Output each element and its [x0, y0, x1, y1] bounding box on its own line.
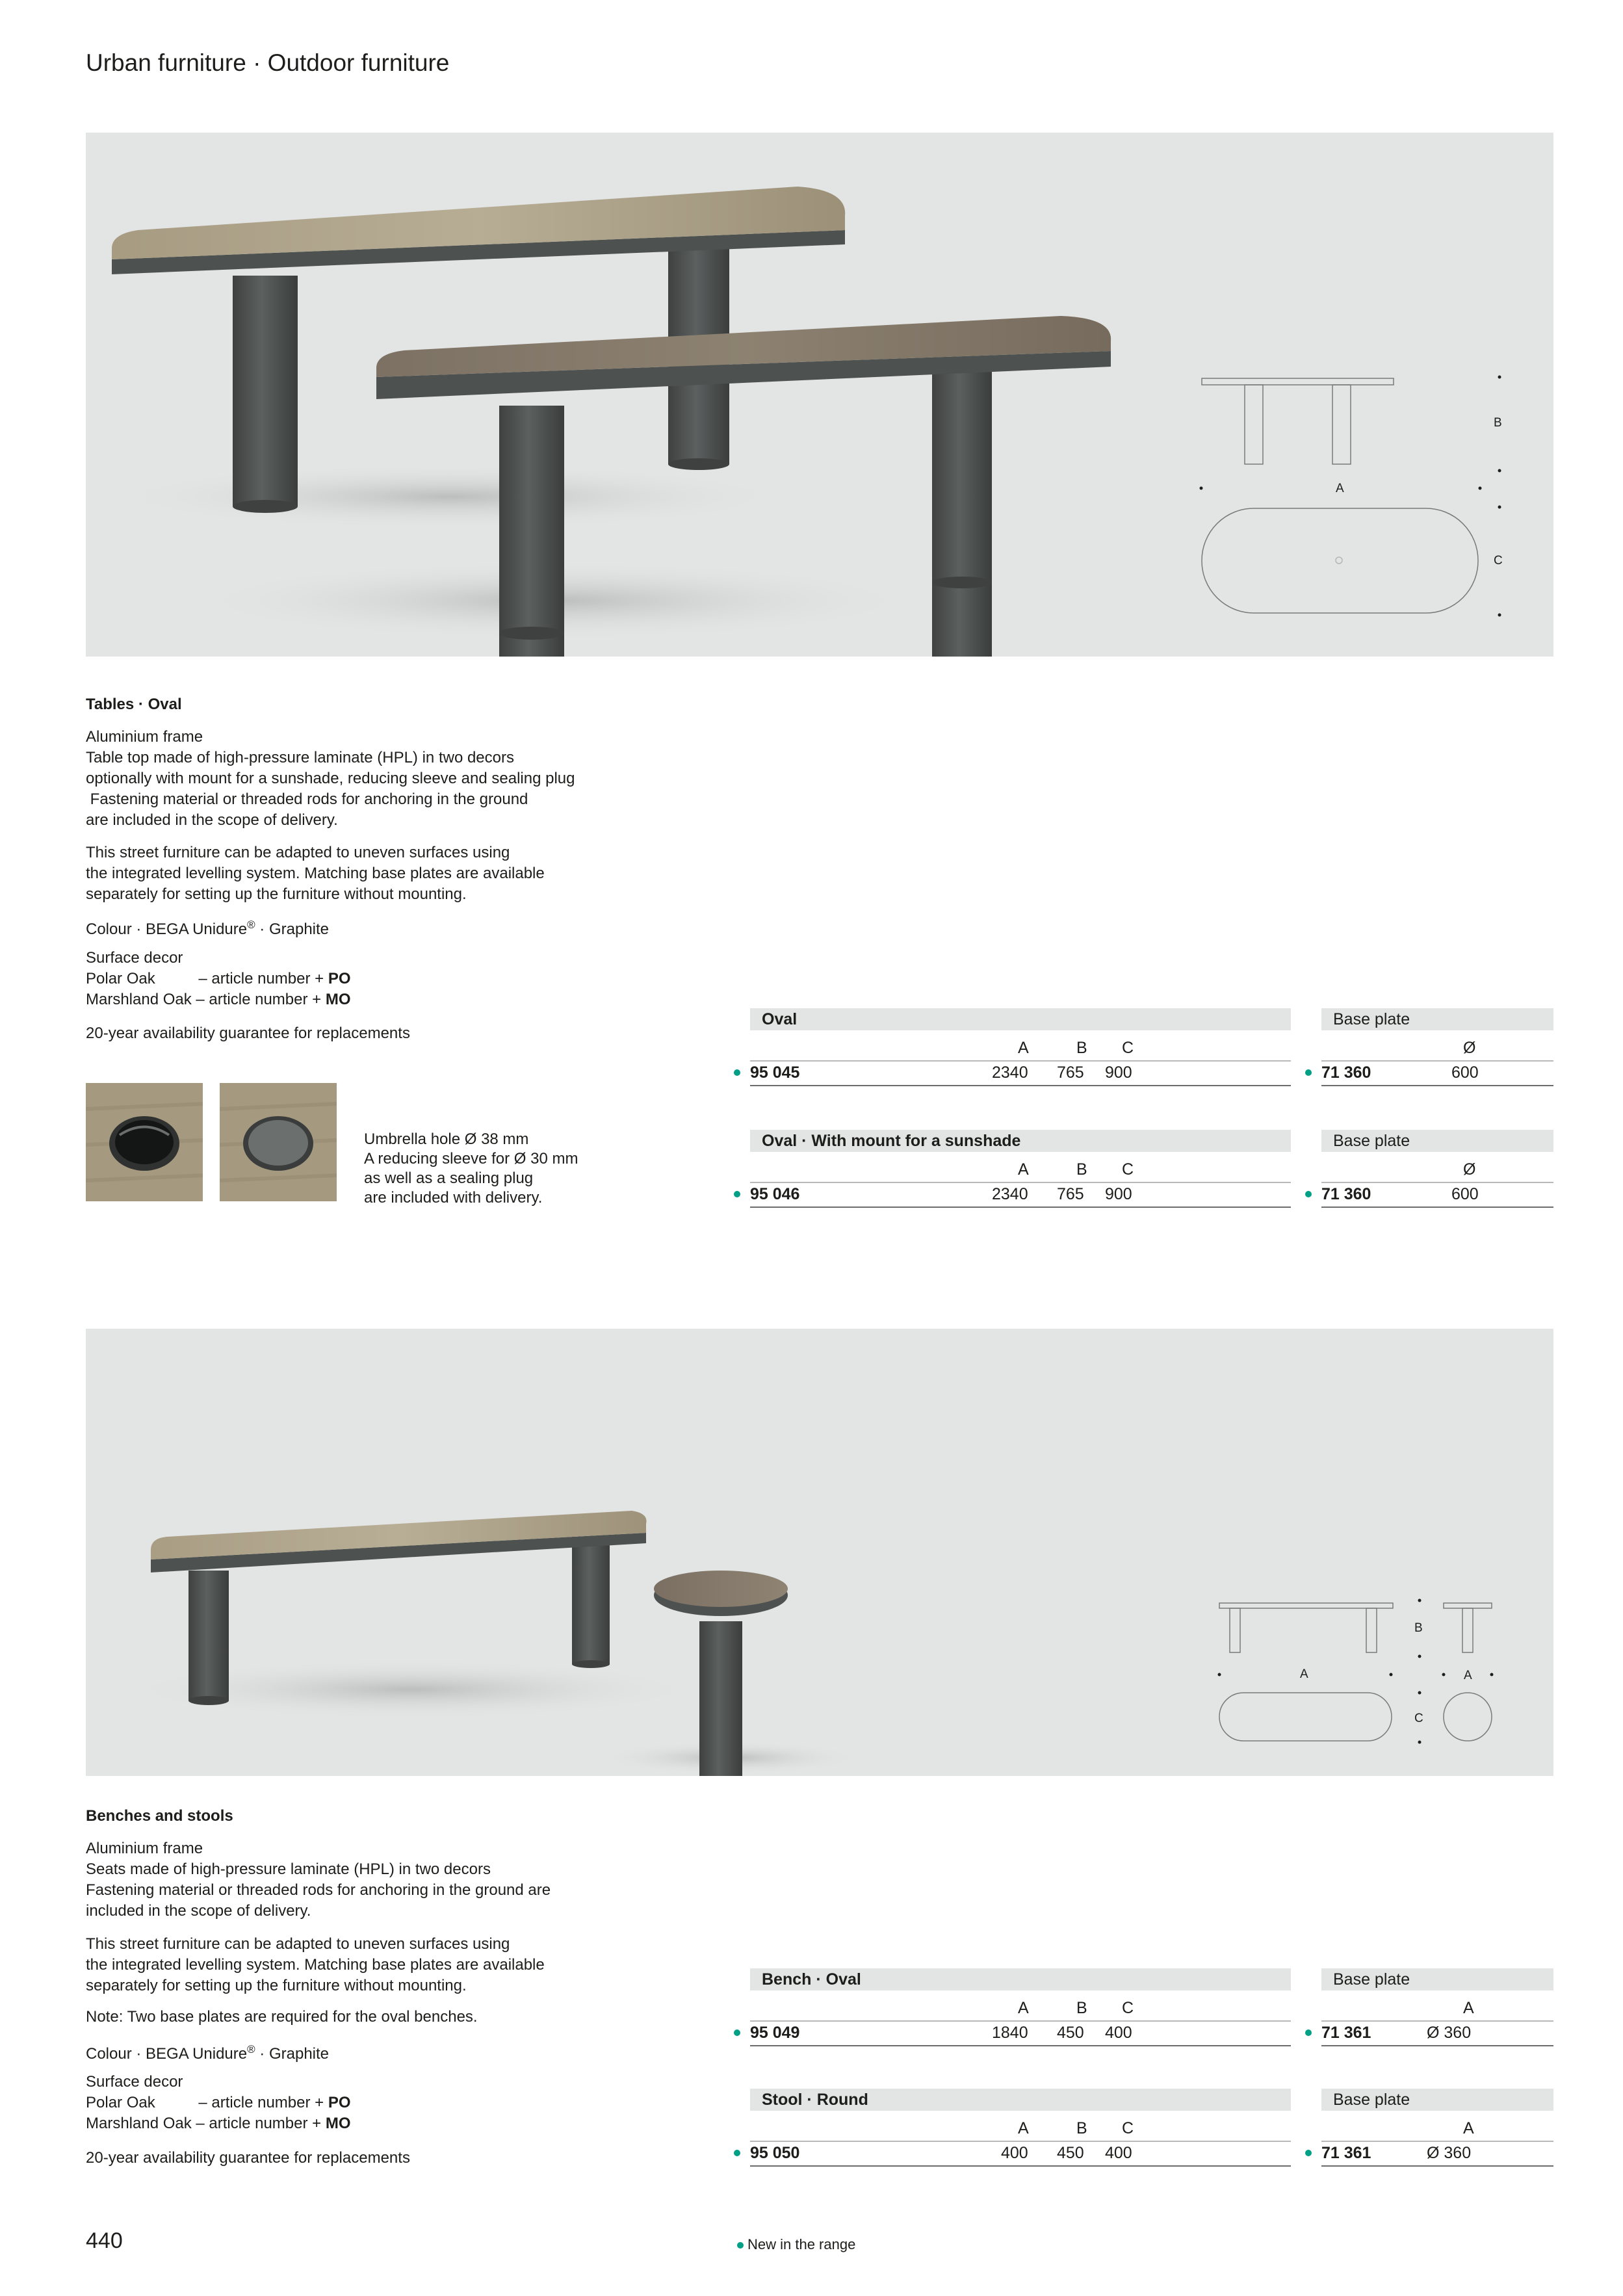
colour-value: · Graphite [255, 920, 330, 938]
text-line: included in the scope of delivery. [86, 1902, 311, 1920]
value-a: 400 [1001, 2144, 1028, 2162]
value-a: 2340 [992, 1185, 1028, 1203]
tables-guarantee: 20-year availability guarantee for replacements [86, 1024, 410, 1042]
registered-mark: ® [247, 2043, 255, 2055]
base-plate-title: Base plate [1321, 1008, 1553, 1030]
col-header-a: A [1018, 1160, 1029, 1179]
new-in-range-dot [734, 1191, 740, 1197]
benches-description [86, 1838, 551, 1922]
dimension-label-c: C [1414, 1712, 1423, 1725]
value-b: 765 [1057, 1063, 1084, 1082]
tables-product-photo [86, 133, 1553, 657]
col-header-c: C [1122, 1160, 1134, 1179]
legend-new-in-range: New in the range [747, 2236, 856, 2252]
benches-section-title: Benches and stools [86, 1807, 233, 1825]
text-line: optionally with mount for a sunshade, reducing sleeve and sealing plug [86, 770, 575, 787]
base-plate-table-oval [1321, 1008, 1553, 1086]
decor-polar-oak: Polar Oak – article number + [86, 970, 328, 987]
col-header-diameter: Ø [1463, 1039, 1476, 1057]
text-line: A reducing sleeve for Ø 30 mm [364, 1150, 578, 1168]
base-plate-article: 71 361 [1321, 2024, 1371, 2042]
new-in-range-dot [1305, 2029, 1312, 2036]
new-in-range-dot [1305, 1069, 1312, 1076]
decor-code-po: PO [328, 2094, 351, 2111]
text-line: This street furniture can be adapted to uneven surfaces using [86, 1935, 510, 1953]
text-line: are included with delivery. [364, 1189, 543, 1207]
col-header-b: B [1076, 1160, 1087, 1179]
dimension-label-b: B [1414, 1621, 1423, 1635]
base-plate-value: Ø 360 [1427, 2024, 1472, 2042]
benches-levelling-text [86, 1934, 545, 1996]
tables-description [86, 727, 575, 831]
text-line: Table top made of high-pressure laminate (HPL) in two decors [86, 749, 514, 766]
base-plate-table-stool [1321, 2089, 1553, 2167]
new-in-range-dot [734, 2029, 740, 2036]
base-plate-value: 600 [1451, 1063, 1479, 1082]
value-c: 400 [1105, 2024, 1132, 2042]
base-plate-article: 71 361 [1321, 2144, 1371, 2162]
article-number: 95 049 [750, 2024, 800, 2042]
surface-decor-label: Surface decor [86, 2073, 183, 2091]
col-header-c: C [1122, 2119, 1134, 2137]
article-number: 95 050 [750, 2144, 800, 2162]
spec-table-title: Bench · Oval [750, 1968, 1291, 1990]
colour-label: Colour · BEGA Unidure [86, 2045, 248, 2063]
col-header-a: A [1463, 2119, 1474, 2137]
text-line: Fastening material or threaded rods for anchoring in the ground [86, 790, 528, 808]
benches-dimension-drawing [86, 1329, 1553, 1776]
value-a: 1840 [992, 2024, 1028, 2042]
text-line: the integrated levelling system. Matching base plates are available [86, 865, 545, 882]
text-line: Aluminium frame [86, 1840, 203, 1857]
base-plate-title: Base plate [1321, 1968, 1553, 1990]
new-in-range-dot [1305, 2150, 1312, 2156]
tables-levelling-text [86, 842, 545, 905]
article-number: 95 045 [750, 1063, 800, 1082]
text-line: separately for setting up the furniture without mounting. [86, 1977, 467, 1994]
base-plate-title: Base plate [1321, 1130, 1553, 1152]
tables-section-title: Tables · Oval [86, 696, 182, 713]
umbrella-note [364, 1130, 578, 1208]
dimension-label-a: A [1300, 1667, 1308, 1681]
article-number: 95 046 [750, 1185, 800, 1203]
colour-label: Colour · BEGA Unidure [86, 920, 248, 938]
umbrella-hole-sealed-image [220, 1083, 337, 1201]
spec-table-title: Stool · Round [750, 2089, 1291, 2111]
dimension-label-b: B [1494, 416, 1502, 430]
col-header-b: B [1076, 2119, 1087, 2137]
value-b: 765 [1057, 1185, 1084, 1203]
spec-table-bench-oval [750, 1968, 1291, 2046]
decor-polar-oak: Polar Oak – article number + [86, 2094, 328, 2111]
value-b: 450 [1057, 2144, 1084, 2162]
spec-table-oval [750, 1008, 1291, 1086]
text-line: Umbrella hole Ø 38 mm [364, 1130, 529, 1148]
new-in-range-dot [734, 1069, 740, 1076]
col-header-diameter: Ø [1463, 1160, 1476, 1179]
col-header-a: A [1018, 1039, 1029, 1057]
decor-marshland-oak: Marshland Oak – article number + [86, 2115, 326, 2132]
dimension-label-c: C [1494, 554, 1503, 567]
base-plate-value: 600 [1451, 1185, 1479, 1203]
value-c: 900 [1105, 1063, 1132, 1082]
base-plate-article: 71 360 [1321, 1063, 1371, 1082]
benches-guarantee: 20-year availability guarantee for replacements [86, 2149, 410, 2167]
colour-value: · Graphite [255, 2045, 330, 2063]
col-header-a: A [1463, 1999, 1474, 2017]
tables-colour [86, 915, 329, 940]
base-plate-table-oval-sunshade [1321, 1130, 1553, 1208]
dimension-label-a: A [1336, 482, 1344, 495]
text-line: Aluminium frame [86, 728, 203, 746]
umbrella-hole-open-image [86, 1083, 203, 1201]
registered-mark: ® [247, 919, 255, 931]
benches-product-photo [86, 1329, 1553, 1776]
value-c: 900 [1105, 1185, 1132, 1203]
dimension-label-a-stool: A [1464, 1669, 1472, 1682]
decor-code-po: PO [328, 970, 351, 987]
decor-code-mo: MO [325, 991, 351, 1008]
col-header-c: C [1122, 1999, 1134, 2017]
surface-decor-label: Surface decor [86, 949, 183, 967]
tables-surface-decor [86, 948, 351, 1010]
new-in-range-dot [734, 2150, 740, 2156]
value-c: 400 [1105, 2144, 1132, 2162]
value-b: 450 [1057, 2024, 1084, 2042]
spec-table-title: Oval · With mount for a sunshade [750, 1130, 1291, 1152]
base-plate-article: 71 360 [1321, 1185, 1371, 1203]
new-in-range-dot [1305, 1191, 1312, 1197]
base-plate-value: Ø 360 [1427, 2144, 1472, 2162]
col-header-a: A [1018, 1999, 1029, 2017]
text-line: Seats made of high-pressure laminate (HPL) in two decors [86, 1860, 491, 1878]
spec-table-title: Oval [750, 1008, 1291, 1030]
text-line: as well as a sealing plug [364, 1169, 534, 1187]
col-header-c: C [1122, 1039, 1134, 1057]
col-header-b: B [1076, 1039, 1087, 1057]
text-line: the integrated levelling system. Matching base plates are available [86, 1956, 545, 1974]
legend-dot [737, 2242, 744, 2249]
decor-marshland-oak: Marshland Oak – article number + [86, 991, 326, 1008]
col-header-b: B [1076, 1999, 1087, 2017]
page-header-title: Urban furniture · Outdoor furniture [86, 49, 450, 76]
text-line: This street furniture can be adapted to uneven surfaces using [86, 844, 510, 861]
benches-note: Note: Two base plates are required for the oval benches. [86, 2008, 478, 2026]
text-line: are included in the scope of delivery. [86, 811, 338, 829]
text-line: separately for setting up the furniture without mounting. [86, 885, 467, 903]
value-a: 2340 [992, 1063, 1028, 1082]
decor-code-mo: MO [325, 2115, 351, 2132]
spec-table-stool-round [750, 2089, 1291, 2167]
tables-dimension-drawing [86, 133, 1553, 657]
base-plate-title: Base plate [1321, 2089, 1553, 2111]
col-header-a: A [1018, 2119, 1029, 2137]
base-plate-table-bench [1321, 1968, 1553, 2046]
page-number: 440 [86, 2228, 123, 2253]
spec-table-oval-sunshade [750, 1130, 1291, 1208]
benches-colour [86, 2039, 329, 2065]
benches-surface-decor [86, 2072, 351, 2134]
text-line: Fastening material or threaded rods for anchoring in the ground are [86, 1881, 551, 1899]
